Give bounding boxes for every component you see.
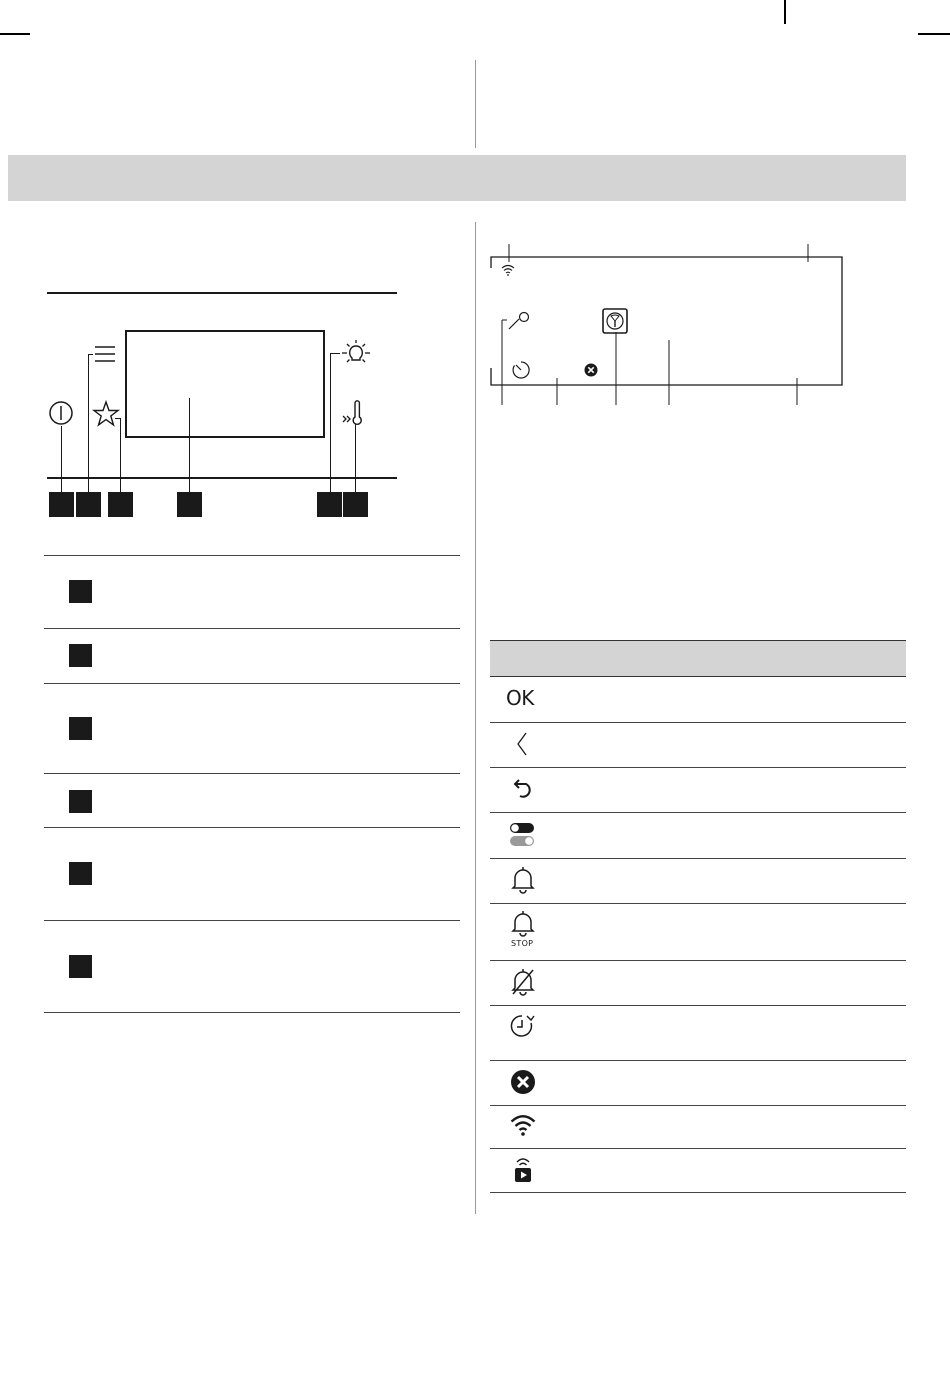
symbol-table-rule bbox=[490, 960, 906, 961]
column-divider-top bbox=[475, 60, 476, 148]
fan-function-icon bbox=[602, 308, 628, 334]
callout-table-marker bbox=[69, 717, 92, 740]
bell-muted-icon bbox=[511, 968, 535, 996]
symbol-table-rule bbox=[490, 722, 906, 723]
toggle-switch-icon bbox=[509, 822, 535, 848]
callout-table-marker bbox=[69, 644, 92, 667]
callout-marker bbox=[76, 492, 101, 517]
wifi-icon bbox=[501, 264, 515, 276]
symbol-table-rule bbox=[490, 858, 906, 859]
display-layout-diagram bbox=[490, 240, 850, 410]
callout-table-rule bbox=[44, 773, 460, 774]
bell-stop-icon bbox=[512, 911, 534, 937]
symbol-table-rule bbox=[490, 1192, 906, 1193]
panel-top-rule bbox=[47, 292, 397, 294]
undo-arrow-icon bbox=[510, 777, 534, 801]
callout-table-marker bbox=[69, 955, 92, 978]
section-header-band bbox=[8, 155, 906, 201]
callout-table-rule bbox=[44, 827, 460, 828]
symbol-table-rule bbox=[490, 767, 906, 768]
crop-mark-top-right bbox=[918, 33, 950, 35]
wifi-icon bbox=[510, 1114, 536, 1136]
leader-line-3-h bbox=[115, 418, 121, 419]
leader-line-2-h bbox=[88, 354, 93, 355]
leader-line-3 bbox=[120, 418, 121, 492]
clock-arrow-icon bbox=[510, 1013, 536, 1041]
callout-table-rule bbox=[44, 555, 460, 556]
food-sensor-icon bbox=[507, 311, 531, 331]
leader-line-2 bbox=[88, 354, 89, 492]
callout-table-marker bbox=[69, 862, 92, 885]
leader-line-1 bbox=[61, 426, 62, 492]
fast-heat-up-thermometer-icon bbox=[342, 400, 364, 428]
favourite-star-icon bbox=[93, 401, 119, 426]
menu-icon bbox=[94, 345, 116, 363]
symbol-table-rule bbox=[490, 1105, 906, 1106]
callout-marker bbox=[343, 492, 368, 517]
symbol-table-rule bbox=[490, 812, 906, 813]
ok-icon: OK bbox=[506, 686, 534, 710]
crop-mark-vertical bbox=[784, 0, 786, 24]
light-bulb-icon bbox=[341, 340, 371, 366]
symbol-table-rule bbox=[490, 1060, 906, 1061]
chevron-left-icon bbox=[516, 732, 528, 756]
leader-line-6 bbox=[355, 424, 356, 492]
stop-label: STOP bbox=[511, 939, 534, 948]
callout-table-marker bbox=[69, 580, 92, 603]
leader-line-4 bbox=[189, 398, 190, 492]
leader-line-5 bbox=[330, 353, 331, 492]
cancel-x-icon bbox=[584, 363, 598, 377]
symbol-table-rule bbox=[490, 903, 906, 904]
symbol-table-rule bbox=[490, 1005, 906, 1006]
callout-table-rule bbox=[44, 683, 460, 684]
callout-table-rule bbox=[44, 920, 460, 921]
timer-icon bbox=[511, 360, 531, 380]
callout-marker bbox=[317, 492, 342, 517]
crop-mark-top-left bbox=[0, 33, 30, 35]
callout-table-rule bbox=[44, 1012, 460, 1013]
symbol-table-header bbox=[490, 640, 906, 677]
callout-table-rule bbox=[44, 628, 460, 629]
callout-table-marker bbox=[69, 790, 92, 813]
callout-marker bbox=[108, 492, 133, 517]
remote-start-icon bbox=[513, 1156, 533, 1184]
callout-marker bbox=[49, 492, 74, 517]
symbol-table-rule bbox=[490, 1148, 906, 1149]
cancel-circle-icon bbox=[510, 1069, 536, 1095]
power-icon bbox=[48, 400, 74, 426]
panel-bottom-rule bbox=[47, 477, 397, 479]
display-screen bbox=[125, 330, 325, 438]
column-divider-main bbox=[475, 222, 476, 1214]
callout-marker bbox=[177, 492, 202, 517]
leader-line-5-h bbox=[330, 353, 340, 354]
bell-icon bbox=[511, 866, 535, 894]
